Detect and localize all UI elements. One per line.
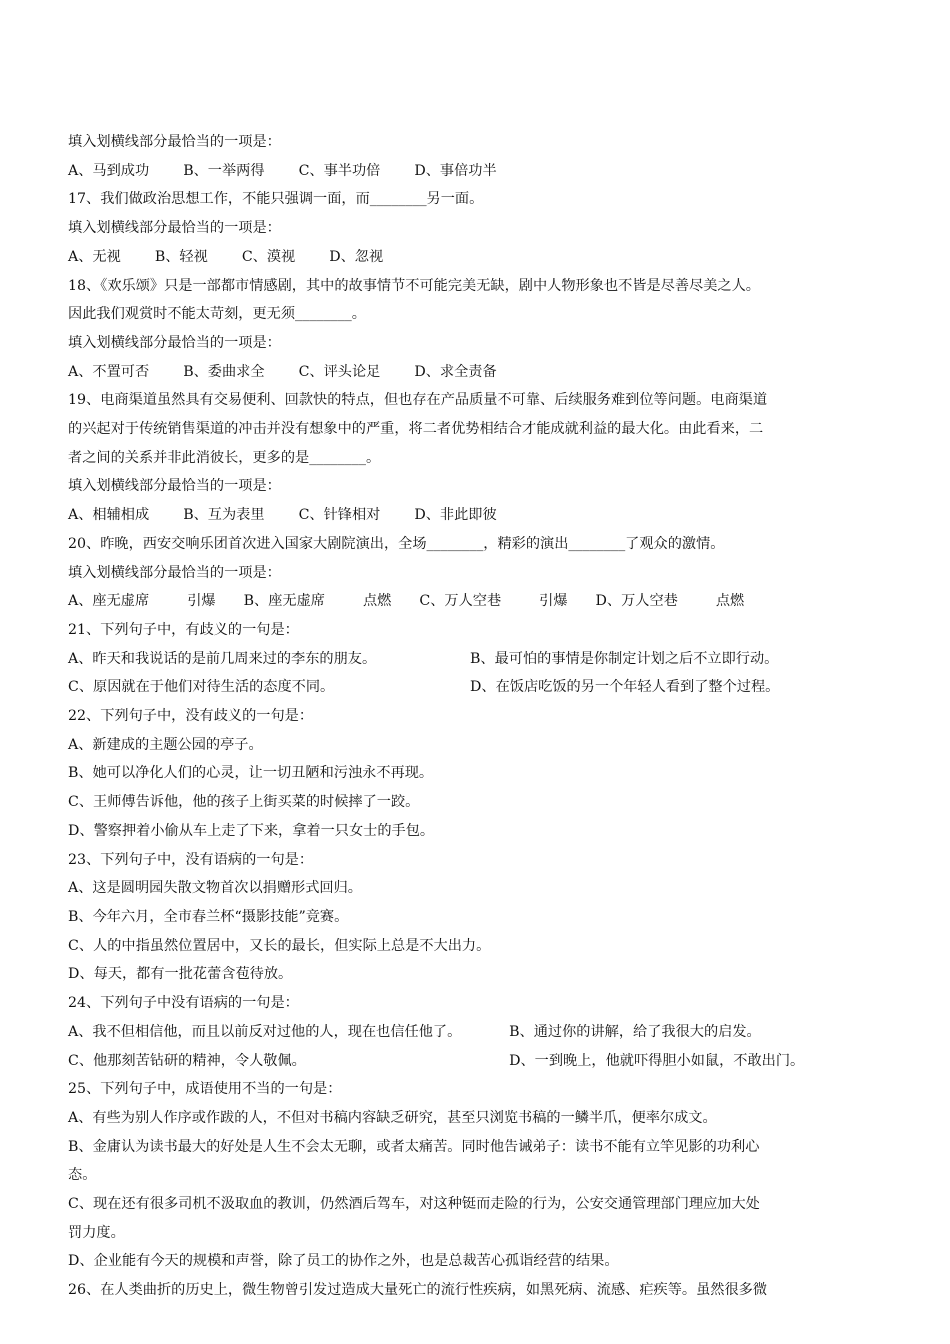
- q24-option-c: C、他那刻苦钻研的精神，令人敬佩。: [68, 1052, 306, 1069]
- q16-option-b: B、一举两得: [183, 162, 265, 179]
- q20-options: [68, 587, 888, 616]
- q21-option-d: D、在饭店吃饭的另一个年轻人看到了整个过程。: [470, 679, 780, 696]
- q25-option-c-line2: 罚力度。: [68, 1224, 125, 1241]
- q17-option-b: B、轻视: [154, 248, 208, 265]
- q16-option-d: D、事倍功半: [414, 162, 497, 179]
- prompt-q16: 填入划横线部分最恰当的一项是：: [68, 134, 281, 150]
- q24-stem: 24、下列句子中没有语病的一句是：: [68, 995, 299, 1012]
- q21-option-a: A、昨天和我说话的是前几周来过的李东的朋友。: [68, 650, 377, 667]
- q19-stem-line1: 19、电商渠道虽然具有交易便利、回款快的特点，但也存在产品质量不可靠、后续服务难到位等问题。电商渠道: [68, 392, 768, 409]
- prompt-q20: 填入划横线部分最恰当的一项是：: [68, 564, 281, 581]
- q19-stem-line3: 者之间的关系并非此消彼长，更多的是________。: [68, 449, 381, 466]
- q21-options-row2: [68, 673, 888, 702]
- q16-options: [68, 157, 888, 186]
- q18-stem-line1: 18、《欢乐颂》只是一部都市情感剧，其中的故事情节不可能完美无缺，剧中人物形象也不皆是尽善尽美之人。: [68, 277, 760, 294]
- q19-option-b: B、互为表里: [183, 507, 265, 524]
- q18-option-b: B、委曲求全: [183, 363, 265, 380]
- q24-options-row1: [68, 1018, 888, 1047]
- q24-option-d: D、一到晚上，他就吓得胆小如鼠，不敢出门。: [509, 1052, 805, 1069]
- q20-option-a-first: A、座无虚席: [68, 593, 150, 610]
- q17-option-a: A、无视: [68, 248, 121, 265]
- q20-stem: 20、昨晚，西安交响乐团首次进入国家大剧院演出，全场________，精彩的演出________了观众的激情。: [68, 535, 725, 552]
- q24-option-b: B、通过你的讲解，给了我很大的启发。: [509, 1023, 761, 1040]
- q16-option-a: A、马到成功: [68, 162, 150, 179]
- q23-option-d: D、每天，都有一批花蕾含苞待放。: [68, 966, 293, 983]
- q22-option-c: C、王师傅告诉他，他的孩子上街买菜的时候摔了一跤。: [68, 794, 420, 811]
- q23-option-c: C、人的中指虽然位置居中，又长的最长，但实际上总是不大出力。: [68, 937, 491, 954]
- q22-stem: 22、下列句子中，没有歧义的一句是：: [68, 708, 314, 725]
- q19-option-d: D、非此即彼: [414, 507, 497, 524]
- q17-stem: 17、我们做政治思想工作，不能只强调一面，而________另一面。: [68, 191, 484, 208]
- q20-option-a-second: 引爆: [187, 593, 216, 610]
- q25-option-b-line1: B、金庸认为读书最大的好处是人生不会太无聊，或者太痛苦。同时他告诫弟子：读书不能有立竿见影的功利心: [68, 1138, 760, 1155]
- q19-option-a: A、相辅相成: [68, 507, 150, 524]
- exam-page: [68, 128, 888, 1305]
- prompt-q18: 填入划横线部分最恰当的一项是：: [68, 334, 281, 351]
- q18-option-a: A、不置可否: [68, 363, 150, 380]
- q19-options: [68, 501, 888, 530]
- q24-options-row2: [68, 1047, 888, 1076]
- q23-stem: 23、下列句子中，没有语病的一句是：: [68, 851, 314, 868]
- q22-option-d: D、警察押着小偷从车上走了下来，拿着一只女士的手包。: [68, 822, 435, 839]
- q25-stem: 25、下列句子中，成语使用不当的一句是：: [68, 1081, 342, 1098]
- q19-stem-line2: 的兴起对于传统销售渠道的冲击并没有想象中的严重，将二者优势相结合才能成就利益的最大化。由此看来，二: [68, 421, 764, 438]
- prompt-q19: 填入划横线部分最恰当的一项是：: [68, 478, 281, 495]
- q20-option-c-second: 引爆: [539, 593, 568, 610]
- q25-option-a: A、有些为别人作序或作跋的人，不但对书稿内容缺乏研究，甚至只浏览书稿的一鳞半爪，便率尔成文。: [68, 1109, 717, 1126]
- q18-option-d: D、求全责备: [414, 363, 497, 380]
- q17-options: [68, 243, 888, 272]
- q18-options: [68, 358, 888, 387]
- q20-option-b-second: 点燃: [362, 593, 392, 610]
- q21-stem: 21、下列句子中，有歧义的一句是：: [68, 621, 299, 638]
- q16-option-c: C、事半功倍: [298, 162, 381, 179]
- q17-option-d: D、忽视: [329, 248, 384, 265]
- q21-option-c: C、原因就在于他们对待生活的态度不同。: [68, 679, 335, 696]
- q18-stem-line2: 因此我们观赏时不能太苛刻，更无须________。: [68, 306, 366, 323]
- q23-option-b: B、今年六月，全市春兰杯“摄影技能”竞赛。: [68, 908, 349, 925]
- q20-option-d-second: 点燃: [715, 593, 745, 610]
- q21-options-row1: [68, 645, 888, 674]
- q22-option-a: A、新建成的主题公园的亭子。: [68, 736, 263, 753]
- q17-option-c: C、漠视: [241, 248, 296, 265]
- q20-option-c-first: C、万人空巷: [419, 593, 502, 610]
- q21-option-b: B、最可怕的事情是你制定计划之后不立即行动。: [470, 650, 779, 667]
- q20-option-d-first: D、万人空巷: [595, 593, 678, 610]
- q18-option-c: C、评头论足: [298, 363, 381, 380]
- q24-option-a: A、我不但相信他，而且以前反对过他的人，现在也信任他了。: [68, 1023, 462, 1040]
- q26-stem-line1: 26、在人类曲折的历史上，微生物曾引发过造成大量死亡的流行性疾病，如黑死病、流感、疟疾等。虽然很多微: [68, 1282, 768, 1299]
- q25-option-c-line1: C、现在还有很多司机不汲取血的教训，仍然酒后驾车，对这种铤而走险的行为，公安交通管理部门理应加大处: [68, 1196, 760, 1213]
- q25-option-d: D、企业能有今天的规模和声誉，除了员工的协作之外，也是总裁苦心孤诣经营的结果。: [68, 1253, 619, 1270]
- q23-option-a: A、这是圆明园失散文物首次以捐赠形式回归。: [68, 880, 362, 897]
- q20-option-b-first: B、座无虚席: [243, 593, 325, 610]
- prompt-q17: 填入划横线部分最恰当的一项是：: [68, 220, 281, 237]
- q22-option-b: B、她可以净化人们的心灵，让一切丑陋和污浊永不再现。: [68, 765, 434, 782]
- q19-option-c: C、针锋相对: [298, 507, 381, 524]
- q25-option-b-line2: 态。: [68, 1167, 97, 1184]
